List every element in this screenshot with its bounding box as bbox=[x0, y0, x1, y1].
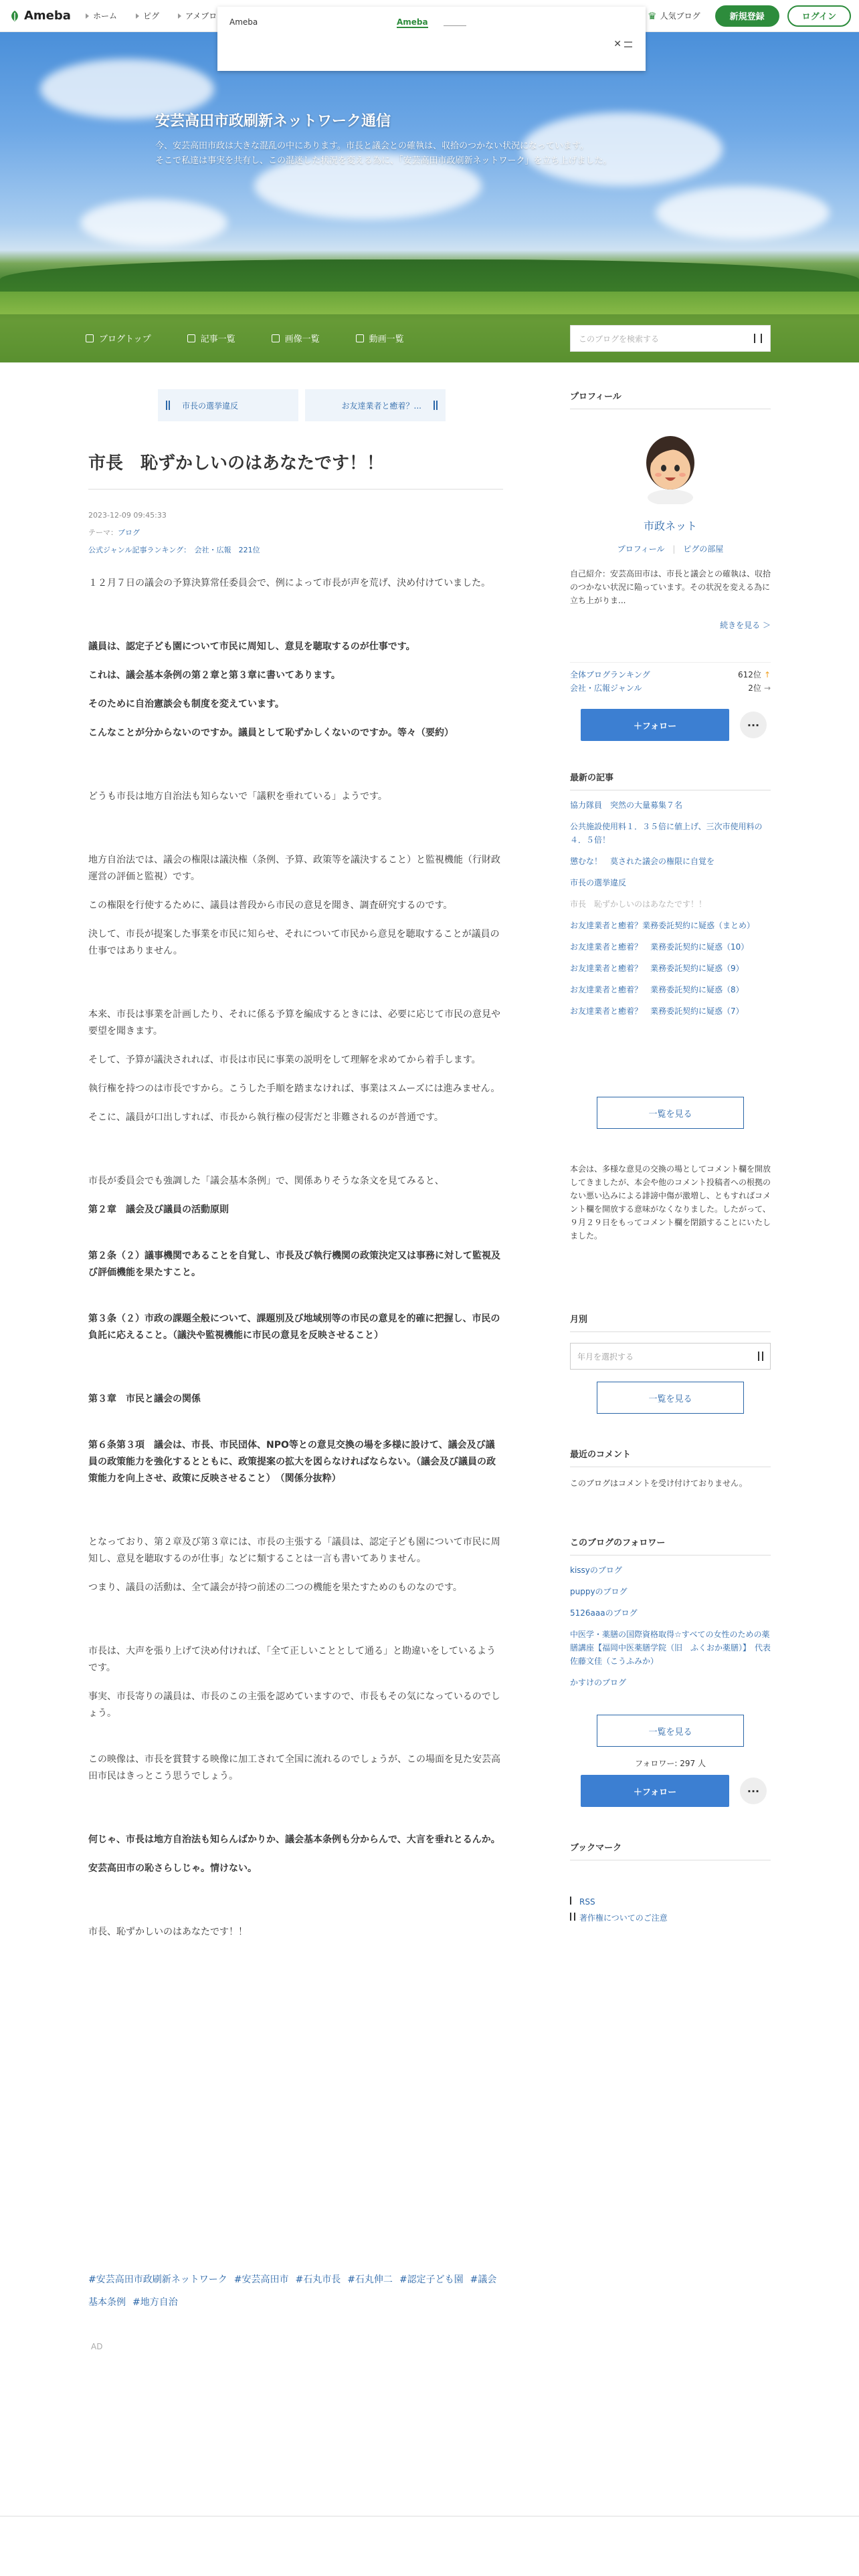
article-paragraph: １２月７日の議会の予算決算常任委員会で、例によって市長が声を荒げ、決め付けていました。 bbox=[88, 578, 491, 588]
article-paragraph: この権限を行使するために、議員は普段から市民の意見を聞き、調査研究するのです。 bbox=[88, 900, 453, 911]
blog-search-input[interactable] bbox=[570, 325, 771, 352]
avatar[interactable] bbox=[638, 424, 702, 504]
latest-entry-link[interactable]: 公共施設使用料１．３５倍に値上げ、三次市使用料の４．５倍！ bbox=[570, 822, 763, 845]
search-icon[interactable] bbox=[754, 334, 762, 343]
blog-nav-top-label: ブログトップ bbox=[99, 334, 151, 344]
blog-nav-videos[interactable] bbox=[356, 332, 404, 344]
hashtag-list bbox=[88, 2268, 503, 2314]
next-entry-label: お友達業者と癒着？... bbox=[341, 401, 421, 411]
ad-divider bbox=[444, 25, 466, 26]
list-icon bbox=[187, 334, 195, 342]
ameba-leaf-icon bbox=[8, 9, 21, 23]
close-icon: ✕ bbox=[613, 39, 622, 49]
ranking-genre[interactable] bbox=[570, 681, 771, 695]
article-paragraph: どうも市長は地方自治法も知らないで「議釈を垂れている」ようです。 bbox=[88, 791, 387, 802]
hashtag-link[interactable]: #石丸伸二 bbox=[347, 2274, 393, 2285]
article-paragraph: 本来、市長は事業を計画したり、それに係る予算を編成するときには、必要に応じて市民の意見や要望を聞きます。 bbox=[88, 1009, 500, 1037]
follower-link[interactable]: かすけのブログ bbox=[570, 1678, 627, 1687]
profile-link[interactable]: プロフィール bbox=[617, 544, 665, 554]
hashtag-link[interactable]: #地方自治 bbox=[132, 2297, 178, 2308]
ameba-logo[interactable] bbox=[8, 9, 71, 23]
chevron-left-icon bbox=[166, 401, 170, 410]
follower-count: フォロワー: 297 人 bbox=[635, 1759, 706, 1768]
hashtag-link[interactable]: #議会基本条例 bbox=[88, 2274, 497, 2308]
month-select-placeholder: 年月を選択する bbox=[577, 1352, 634, 1362]
read-more-link[interactable]: 続きを見る ＞ bbox=[720, 621, 771, 630]
blog-nav-videos-label: 動画一覧 bbox=[369, 334, 404, 344]
article-paragraph: 安芸高田市の恥さらしじゃ。情けない。 bbox=[88, 1863, 257, 1874]
arrow-up-icon: ↑ bbox=[763, 670, 771, 679]
signup-button[interactable]: 新規登録 bbox=[715, 5, 779, 27]
article-paragraph: そのために自治憲談会も制度を変えています。 bbox=[88, 699, 284, 710]
chevron-down-icon bbox=[758, 1352, 763, 1361]
article-paragraph: こんなことが分からないのですか。議員として恥ずかしくないのですか。等々（要約） bbox=[88, 728, 454, 738]
article-paragraph: 議員は、認定子ども園について市民に周知し、意見を聴取するのが仕事です。 bbox=[88, 641, 415, 652]
article-paragraph: 市長が委員会でも強調した「議会基本条例」で、関係ありそうな条文を見てみると、 bbox=[88, 1176, 444, 1186]
article-paragraph: この映像は、市長を賞賛する映像に加工されて全国に流れるのでしょうが、この場面を見た安芸高田市民はきっとこう思うでしょう。 bbox=[88, 1754, 500, 1782]
video-icon bbox=[356, 334, 364, 342]
latest-entry-link[interactable]: 市長の選挙違反 bbox=[570, 878, 627, 887]
latest-list bbox=[570, 798, 771, 1026]
ad-brand-link[interactable]: Ameba bbox=[397, 17, 428, 27]
article-paragraph: そこに、議員が口出しすれば、市長から執行権の侵害だと非難されるのが普通です。 bbox=[88, 1112, 444, 1123]
profile-heading: プロフィール bbox=[570, 389, 771, 409]
triangle-right-icon bbox=[136, 13, 139, 19]
profile-name[interactable]: 市政ネット bbox=[643, 520, 697, 532]
blog-nav-entries-label: 記事一覧 bbox=[200, 334, 235, 344]
ranking-genre-value: 2位 bbox=[748, 683, 761, 693]
article-paragraph: 地方自治法では、議会の権限は議決権（条例、予算、政策等を議決すること）と監視機能（行財政運営の評価と監視）です。 bbox=[88, 855, 500, 882]
article-paragraph: 第３章 市民と議会の関係 bbox=[88, 1394, 201, 1404]
latest-entry-link[interactable]: 市長 恥ずかしいのはあなたです！！ bbox=[570, 899, 707, 909]
ad-popup bbox=[217, 7, 646, 71]
article-paragraph: 何じゃ、市長は地方自治法も知らんばかりか、議会基本条例も分からんで、大言を垂れとるんか。 bbox=[88, 1834, 500, 1845]
triangle-right-icon bbox=[178, 13, 181, 19]
rss-icon bbox=[570, 1897, 575, 1905]
article-paragraph: 第２章 議会及び議員の活動原則 bbox=[88, 1204, 229, 1215]
blog-nav-entries[interactable] bbox=[187, 332, 235, 344]
arrow-right-icon: → bbox=[763, 683, 771, 693]
article-paragraph: 執行権を持つのは市長ですから。こうした手順を踏まなければ、事業はスムーズには進みません。 bbox=[88, 1083, 500, 1094]
article-paragraph: これは、議会基本条例の第２章と第３章に書いてあります。 bbox=[88, 670, 341, 681]
article-paragraph: 第２条（２）議事機関であることを自覚し、市長及び執行機関の政策決定又は事務に対して監視及び評価機能を果たすこと。 bbox=[88, 1251, 500, 1278]
chevron-right-icon bbox=[434, 401, 438, 410]
followers-heading: このブログのフォロワー bbox=[570, 1535, 771, 1555]
article-paragraph: 決して、市長が提案した事業を市民に知らせ、それについて市民から意見を聴取することが議員の仕事ではありません。 bbox=[88, 929, 500, 956]
comments-text: このブログはコメントを受け付けておりません。 bbox=[570, 1479, 747, 1488]
ranking-all[interactable] bbox=[570, 668, 771, 681]
hashtag-link[interactable]: #安芸高田市 bbox=[233, 2274, 289, 2285]
follow-row-2 bbox=[581, 1775, 767, 1807]
profile-intro: 自己紹介：安芸高田市は、市長と議会との確執は、収拾のつかない状況に陥っています。その状況を変える為に立ち上がりま... bbox=[570, 569, 771, 605]
image-icon bbox=[272, 334, 280, 342]
latest-see-all-button[interactable]: 一覧を見る bbox=[597, 1097, 744, 1129]
theme-label: テーマ： bbox=[88, 528, 118, 537]
document-icon bbox=[570, 1913, 575, 1921]
article-meta bbox=[88, 507, 260, 559]
latest-entry-link[interactable]: お友達業者と癒着？ 業務委託契約に疑惑（7） bbox=[570, 1006, 744, 1016]
gnav-pigg[interactable] bbox=[136, 10, 159, 21]
article-theme bbox=[88, 524, 260, 542]
login-button[interactable]: ログイン bbox=[787, 5, 851, 27]
latest-entry-link[interactable]: お友達業者と癒着？ 業務委託契約に疑惑（9） bbox=[570, 964, 744, 973]
copyright-label: 著作権についてのご注意 bbox=[579, 1913, 668, 1923]
gnav-home[interactable] bbox=[86, 10, 117, 21]
next-entry-button[interactable] bbox=[305, 389, 446, 421]
blog-description-line: 今、安芸高田市政は大きな混乱の中にあります。市長と議会との確執は、収拾のつかない状況になっています。 bbox=[155, 141, 589, 151]
blog-nav-bar bbox=[0, 314, 859, 362]
more-options-icon[interactable]: ··· bbox=[740, 712, 767, 738]
article-paragraph: 第６条第３項 議会は、市長、市民団体、NPO等との意見交換の場を多様に設けて、議会及び議員の政策能力を強化するとともに、政策提案の拡大を図らなければならない。（議会及び議員の政策能力を向上させ、政策に反映させること） （関係分抜粋） bbox=[88, 1440, 496, 1484]
article-paragraph: 事実、市長寄りの議員は、市長のこの主張を認めていますので、市長もその気になっているのでしょう。 bbox=[88, 1691, 500, 1719]
blog-description bbox=[155, 139, 664, 169]
followers-see-all-button[interactable]: 一覧を見る bbox=[597, 1715, 744, 1747]
article-paragraph: そして、予算が議決されれば、市長は市民に事業の説明をして理解を求めてから着手します。 bbox=[88, 1055, 481, 1065]
ranking-genre-label: 会社・広報ジャンル bbox=[570, 683, 642, 693]
popular-blog-label: 人気ブログ bbox=[660, 11, 700, 21]
ad-label: AD bbox=[91, 2342, 103, 2351]
follow-button[interactable]: ＋フォロー bbox=[581, 709, 729, 741]
header-actions bbox=[648, 5, 851, 27]
monthly-see-all-button[interactable]: 一覧を見る bbox=[597, 1382, 744, 1414]
follower-link[interactable]: kissyのブログ bbox=[570, 1566, 622, 1575]
gnav-pigg-label: ピグ bbox=[142, 11, 159, 21]
bookmark-list bbox=[570, 1894, 771, 1926]
follower-list bbox=[570, 1564, 779, 1697]
rss-label: RSS bbox=[579, 1897, 595, 1907]
hashtag-link[interactable]: #石丸市長 bbox=[295, 2274, 341, 2285]
cloud bbox=[80, 199, 227, 246]
follower-link[interactable]: 中医学・薬膳の国際資格取得☆すべての女性のための薬膳講座【福岡中医薬膳学院（旧 ふくおか薬膳）】 代表 佐藤文佳（こうふみか） bbox=[570, 1630, 779, 1666]
article-paragraph: つまり、議員の活動は、全て議会が持つ前述の二つの機能を果たすためのものなのです。 bbox=[88, 1582, 462, 1593]
ad-brand: Ameba bbox=[229, 17, 258, 27]
blog-search-placeholder: このブログを検索する bbox=[579, 334, 660, 344]
logo-text: Ameba bbox=[24, 9, 71, 23]
ranking-all-value: 612位 bbox=[738, 670, 761, 679]
hashtag-link[interactable]: #安芸高田市政刷新ネットワーク bbox=[88, 2274, 227, 2285]
month-select[interactable] bbox=[570, 1343, 771, 1370]
monthly-heading: 月別 bbox=[570, 1312, 771, 1332]
latest-entry-link[interactable]: お友達業者と癒着？ 業務委託契約に疑惑（10） bbox=[570, 942, 749, 952]
comment-notice: 本会は、多様な意見の交換の場としてコメント欄を開放してきましたが、本会や他のコメント投稿者への根拠のない悪い込みによる誹謗中傷が激増し、ともすればコメント欄を開放する意味がなくなりました。したがって、９月２９日をもってコメント欄を閉鎖することにいたしました。 bbox=[570, 1164, 771, 1241]
hashtag-link[interactable]: #認定子ども園 bbox=[399, 2274, 464, 2285]
more-options-icon[interactable]: ··· bbox=[740, 1778, 767, 1804]
prev-entry-button[interactable] bbox=[158, 389, 298, 421]
blog-nav-images[interactable] bbox=[272, 332, 320, 344]
prev-entry-label: 市長の選挙違反 bbox=[182, 401, 239, 411]
article-title: 市長 恥ずかしいのはあなたです！！ bbox=[88, 449, 503, 490]
triangle-right-icon bbox=[86, 13, 89, 19]
gnav-home-label: ホーム bbox=[92, 11, 117, 21]
ranking-all-label: 全体ブログランキング bbox=[570, 670, 650, 679]
follower-link[interactable]: puppyのブログ bbox=[570, 1587, 628, 1596]
follow-button-2[interactable]: ＋フォロー bbox=[581, 1775, 729, 1807]
menu-icon bbox=[624, 41, 632, 47]
gnav-ameblo-label: アメブロ bbox=[185, 11, 217, 21]
profile-links: プロフィール | ピグの部屋 bbox=[617, 544, 724, 554]
crown-icon: ♛ bbox=[648, 9, 657, 22]
article-paragraph: となっており、第２章及び第３章には、市長の主張する「議員は、認定子ども園について市民に周知し、意見を聴取するのが仕事」などに類することは一言も書いてありません。 bbox=[88, 1537, 500, 1564]
rss-link[interactable] bbox=[570, 1894, 771, 1910]
latest-entry-link[interactable]: お友達業者と癒着？業務委託契約に疑惑（まとめ） bbox=[570, 921, 755, 930]
gnav-ameblo[interactable] bbox=[178, 10, 217, 21]
popular-blog-link[interactable] bbox=[648, 10, 700, 22]
hero-banner bbox=[0, 32, 859, 362]
blog-nav-images-label: 画像一覧 bbox=[284, 334, 320, 344]
entry-pager bbox=[158, 389, 446, 421]
pigg-room-link[interactable]: ピグの部屋 bbox=[683, 544, 724, 554]
article-paragraph: 市長、恥ずかしいのはあなたです！！ bbox=[88, 1927, 248, 1937]
bookmark-heading: ブックマーク bbox=[570, 1840, 771, 1860]
cloud bbox=[656, 186, 830, 239]
comments-heading: 最近のコメント bbox=[570, 1447, 771, 1467]
follower-link[interactable]: 5126aaaのブログ bbox=[570, 1608, 638, 1618]
article-body bbox=[88, 575, 503, 1941]
latest-entry-link[interactable]: 協力隊員 突然の大量募集７名 bbox=[570, 800, 683, 810]
follow-row bbox=[581, 709, 767, 741]
blog-title[interactable]: 安芸高田市政刷新ネットワーク通信 bbox=[155, 113, 391, 130]
latest-heading: 最新の記事 bbox=[570, 770, 771, 790]
genre-ranking-link[interactable]: 公式ジャンル記事ランキング： 会社・広報 221位 bbox=[88, 546, 260, 554]
blog-nav-top[interactable] bbox=[86, 332, 151, 344]
article-date: 2023-12-09 09:45:33 bbox=[88, 511, 167, 520]
latest-entry-link[interactable]: 懲むな！ 莫された議会の権限に自覚を bbox=[570, 857, 715, 866]
blog-description-line: そこで私達は事実を共有し、この混迷した状況を変える為に、「安芸高田市政刷新ネットワーク」を立ち上げました。 bbox=[155, 156, 612, 166]
theme-link[interactable]: ブログ bbox=[118, 528, 140, 537]
global-nav bbox=[86, 10, 217, 21]
ranking-box bbox=[570, 662, 771, 695]
article-paragraph: 第３条（２）市政の課題全般について、課題別及び地域別等の市民の意見を的確に把握し、市民の負託に応えること。（議決や監視機能に市民の意見を反映させること） bbox=[88, 1313, 500, 1341]
copyright-link[interactable] bbox=[570, 1910, 771, 1926]
article-paragraph: 市長は、大声を張り上げて決め付ければ、「全て正しいこととして通る」と勘違いをしているようです。 bbox=[88, 1646, 496, 1673]
ad-close-button[interactable] bbox=[613, 39, 632, 49]
home-icon bbox=[86, 334, 94, 342]
latest-entry-link[interactable]: お友達業者と癒着？ 業務委託契約に疑惑（8） bbox=[570, 985, 744, 994]
